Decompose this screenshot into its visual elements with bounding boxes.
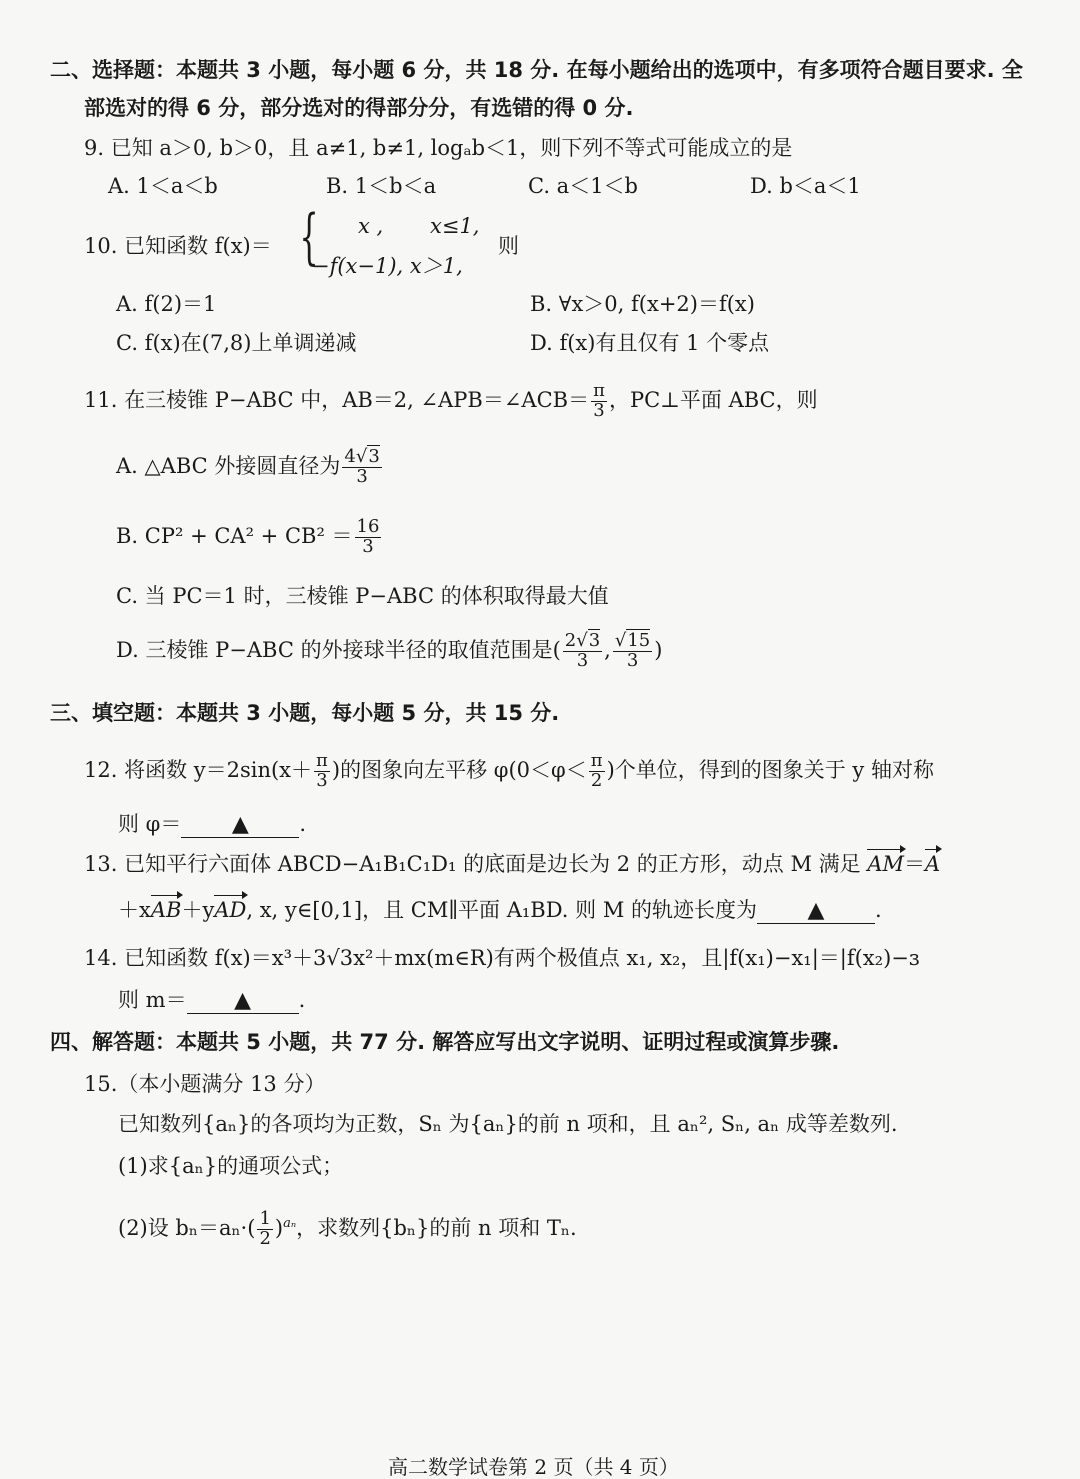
vector-am: AM: [867, 852, 905, 876]
q11-stem-end: ，PC⊥平面 ABC，则: [608, 387, 818, 412]
q10-stem-start: 10. 已知函数 f(x)＝: [84, 234, 272, 258]
q10-option-a: A. f(2)＝1: [116, 292, 217, 316]
q11-option-b-fraction: [355, 518, 382, 557]
q15-part1: (1)求{aₙ}的通项公式；: [118, 1154, 344, 1178]
fraction-numerator: 4√3: [344, 446, 380, 467]
vector-a-truncated: A: [925, 852, 941, 876]
q10-stem-end: 则: [498, 234, 519, 258]
q13-line2: ＋xAB＋yAD, x, y∈[0,1]，且 CM∥平面 A₁BD. 则 M 的轨迹长度为 ▲ .: [118, 898, 882, 923]
q11-stem-start: 11. 在三棱锥 P−ABC 中，AB＝2, ∠APB＝∠ACB＝: [84, 387, 590, 412]
q9-stem: 9. 已知 a＞0, b＞0，且 a≠1, b≠1, logₐb＜1，则下列不等式可能成立的是: [84, 136, 793, 160]
q12-pi-over-3: $\frac{\pi}{3}$: [316, 750, 328, 791]
q15-part2: (2)设 bₙ＝aₙ·( $\frac{1}{2}$ )$^{a_n}$，求数列{bₙ}的前 n 项和 Tₙ.: [118, 1208, 577, 1249]
q14-answer-blank[interactable]: ▲: [187, 988, 299, 1014]
q11-pi-over-3: [591, 382, 607, 421]
fraction-denominator: 3: [576, 649, 589, 671]
q11-option-a-text: A. △ABC 外接圆直径为: [116, 453, 341, 478]
fraction-numerator: √15: [614, 630, 651, 651]
q9-option-d: D. b＜a＜1: [750, 174, 861, 198]
q15-one-half: $\frac{1}{2}$: [259, 1208, 271, 1249]
q11-option-d-text: D. 三棱锥 P−ABC 的外接球半径的取值范围是(: [116, 637, 561, 662]
q11-stem: [84, 382, 818, 421]
section-4-title: 四、解答题：本题共 5 小题，共 77 分. 解答应写出文字说明、证明过程或演算步骤.: [50, 1030, 840, 1054]
q9-option-a: A. 1＜a＜b: [108, 174, 218, 198]
q10-option-d: D. f(x)有且仅有 1 个零点: [530, 331, 770, 355]
section-2-title: 二、选择题：本题共 3 小题，每小题 6 分，共 18 分. 在每小题给出的选项中，有多项符合题目要求. 全: [50, 58, 1023, 82]
fraction-numerator: π: [593, 380, 605, 401]
q10-case1-cond: x≤1,: [430, 214, 480, 238]
fraction-denominator: 3: [362, 535, 374, 557]
q14-line1: 14. 已知函数 f(x)＝x³＋3√3x²＋mx(m∈R)有两个极值点 x₁, x₂，且|f(x₁)−x₁|＝|f(x₂)−ɜ: [84, 946, 920, 970]
fraction-numerator: 16: [356, 516, 380, 537]
q13-answer-blank[interactable]: ▲: [757, 898, 875, 924]
q10-case1-expr: x ,: [358, 214, 384, 238]
q15-stem: 已知数列{aₙ}的各项均为正数，Sₙ 为{aₙ}的前 n 项和，且 aₙ², Sₙ, aₙ 成等差数列.: [118, 1112, 898, 1136]
fraction-denominator: 3: [593, 399, 605, 421]
q10-case2: −f(x−1), x＞1,: [312, 254, 463, 278]
page-footer: 高二数学试卷第 2 页（共 4 页）: [388, 1455, 679, 1479]
q11-option-d-lower: [563, 632, 602, 671]
q11-option-d: D. 三棱锥 P−ABC 的外接球半径的取值范围是( $\frac{2√3}{3}$ , $\frac{√15}{3}$ ): [116, 630, 663, 671]
q10-brace: {: [299, 202, 319, 272]
q9-option-c: C. a＜1＜b: [528, 174, 638, 198]
q12-pi-over-2: $\frac{\pi}{2}$: [590, 750, 603, 791]
q11-option-b-text: B. CP² + CA² + CB² ＝: [116, 523, 353, 548]
fraction-denominator: 3: [626, 649, 639, 671]
q11-option-d-upper: [613, 632, 652, 671]
q12-line1: 12. 将函数 y＝2sin(x＋ $\frac{\pi}{3}$ )的图象向左平移 φ(0＜φ＜ $\frac{\pi}{2}$ )个单位，得到的图象关于 y 轴对称: [84, 750, 934, 791]
section-3-title: 三、填空题：本题共 3 小题，每小题 5 分，共 15 分.: [50, 701, 560, 725]
section-2-title-cont: 部选对的得 6 分，部分选对的得部分分，有选错的得 0 分.: [84, 96, 634, 120]
q11-option-a-fraction: [342, 448, 381, 487]
q10-option-c: C. f(x)在(7,8)上单调递减: [116, 331, 357, 355]
q10-option-b: B. ∀x＞0, f(x+2)＝f(x): [530, 292, 755, 316]
fraction-denominator: 3: [356, 465, 368, 487]
vector-ad: AD: [214, 898, 247, 922]
q11-option-a: [116, 448, 384, 487]
q13-line1: 13. 已知平行六面体 ABCD−A₁B₁C₁D₁ 的底面是边长为 2 的正方形，动点 M 满足 AM＝A: [84, 852, 941, 876]
q14-line2: 则 m＝ ▲ .: [118, 988, 306, 1013]
q9-option-b: B. 1＜b＜a: [326, 174, 437, 198]
q15-header: 15.（本小题满分 13 分）: [84, 1072, 326, 1096]
vector-ab: AB: [150, 898, 182, 922]
fraction-numerator: 2√3: [564, 630, 601, 651]
q12-answer-blank[interactable]: ▲: [181, 812, 299, 838]
q11-option-c: C. 当 PC＝1 时，三棱锥 P−ABC 的体积取得最大值: [116, 584, 609, 608]
q11-option-b: [116, 518, 383, 557]
q12-line2: 则 φ＝ ▲ .: [118, 812, 307, 837]
